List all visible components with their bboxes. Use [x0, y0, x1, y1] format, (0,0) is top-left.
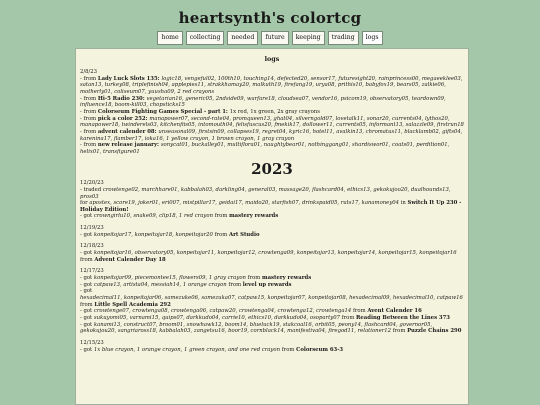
line-prefix: - got	[80, 308, 94, 315]
line-prefix: for	[80, 200, 90, 207]
card-list: hexadecimal11, konpeitojar06, samezuke06, samezuka07, catpaw15, konpeitojar07, konpeitojar08, hexadecimal09, hexadecimal10, catpaw16	[80, 295, 463, 302]
source-name: Puzzle Chains 290	[407, 328, 462, 335]
card-list: unseasonal09, firstsin09, collapses19, regret04, kyric16, hotel11, avalkin13, chromatus11, blacklamb02, gifts04, karenina17, flamber17, ioka16, 1 yellow crayon, 1 brown crayon, 1 gray crayon	[80, 128, 463, 142]
log-entry	[80, 69, 464, 156]
card-list: 1x blue crayon, 1 orange crayon, 1 green crayon, and one red crayon	[93, 346, 282, 353]
card-list: vegetarian16, generic05, 2ndside09, warfare18, cloudsea07, vendor16, psicom19, observatory05, teardown09, influence18, boom-kill03, chopsticks15	[80, 95, 446, 109]
log-entries	[76, 63, 468, 353]
line-connector: from	[214, 213, 230, 220]
source-name: advent calender 08:	[97, 128, 159, 135]
log-line	[80, 142, 464, 155]
entry-date: 12/19/23	[80, 225, 104, 232]
log-line	[80, 275, 464, 282]
log-entry	[80, 243, 464, 263]
line-connector: from	[228, 281, 243, 288]
source-name: Hi-5 Radio 230:	[97, 95, 147, 102]
line-connector: from	[80, 301, 95, 308]
log-line	[80, 213, 464, 220]
line-prefix: - from	[80, 95, 98, 102]
log-line	[80, 187, 464, 200]
log-line	[80, 250, 464, 263]
source-name: Little Spell Academia 292	[94, 301, 171, 308]
line-prefix: - got	[80, 346, 94, 353]
log-line	[80, 109, 464, 116]
line-connector: from	[281, 346, 297, 353]
log-line	[80, 288, 464, 295]
log-line	[80, 232, 464, 239]
log-line	[80, 116, 464, 129]
card-list: crowngirlu10, snake09, clip18, 1 red crayon	[93, 213, 215, 220]
nav-home[interactable]: home	[157, 31, 182, 45]
card-list: crowtenge02, marchhare01, kabbalah03, darkling04, general03, massage20, flashcard04, ethics13, gekokujoo20, dualhounds13, pros03	[80, 186, 451, 200]
card-list: kanami13, construct07, broom01, snowhawk12, boom14, blueluck19, stakcoal16, orbit05, peony14, flashcard04, governor05, gekokujou20, sangriaross18, kabbalah03, zangetsu16, boor19, cornblack14, manifestiva04, firegod11, relationer12	[80, 321, 433, 335]
card-list: konpeitojar16, observatory05, konpeitojar11, konpeitojar12, crowtenga09, konpeitojar13, konpeitojar14, konpeitojar15, konpeitojar16	[93, 250, 457, 257]
line-connector: from	[214, 231, 229, 238]
card-list: crowtenge07, crowtenga08, crowtenga06, catpaw20, crowtenga04, crowtenga12, crowtenga14	[93, 308, 353, 315]
year-heading: 2023	[251, 159, 293, 178]
card-list: apostex, score19, joker01, eri007, mistpillar17, geidai17, maido20, starfish07, drinkspaid05, ruts17, kanamoney04	[89, 200, 401, 207]
card-list: manapower07, second-rate04, promqueen13, ghat04, silverngold07, lovetalk11, sonar20, currents04, lythos20, manapower18, twinderels03, kitchenfiis05, intomouth04, felisfuscus20, fmekik17, dollower11, currents05, informant13, salazzle09, firstrun18	[80, 115, 464, 129]
line-connector: from	[80, 256, 95, 263]
line-connector: from	[247, 275, 262, 282]
entries-top	[80, 69, 464, 156]
log-line	[80, 322, 464, 335]
source-name: Switch It Up 230 - Holiday Edition!	[80, 200, 462, 213]
log-line	[80, 96, 464, 109]
source-name: Reading Between the Lines 373	[356, 315, 450, 321]
card-list: catpaw13, artista04, messiah14, 1 orange crayon	[93, 281, 229, 288]
site-title: heartsynth's colortcg	[178, 9, 362, 27]
source-name: Colorseum 63-3	[296, 346, 344, 353]
line-prefix: - got	[80, 281, 94, 288]
source-name: Colorseum Fighting Games Special - part 1:	[97, 108, 230, 115]
entry-date: 12/18/23	[80, 243, 104, 250]
log-entry	[80, 268, 464, 335]
line-prefix: - from	[80, 115, 98, 122]
source-name: level up rewards	[242, 281, 292, 288]
line-prefix: - got	[80, 213, 94, 220]
source-name: new release january:	[97, 142, 161, 149]
log-entry	[80, 180, 464, 220]
logs-panel	[75, 48, 469, 405]
card-list: sukuyomi05, varnami15, quips07, darkkudo04, carrie10, ethics10, darkkudo04, osoparty07	[93, 315, 342, 321]
line-connector: from	[392, 328, 408, 335]
line-prefix: - got	[80, 288, 93, 295]
entry-date: 2/8/23	[80, 69, 98, 75]
entry-date: 12/15/23	[80, 339, 104, 346]
source-name: Advent Calender Day 18	[94, 256, 166, 263]
source-name: Avent Calender 16	[367, 308, 422, 315]
log-line	[80, 76, 464, 96]
nav-trading[interactable]: trading	[328, 31, 359, 45]
entry-date: 12/20/23	[80, 180, 104, 187]
source-name: Art Studio	[228, 231, 260, 238]
source-name: mastery rewards	[229, 213, 279, 220]
entry-date: 12/17/23	[80, 268, 104, 275]
card-list: sonycat01, buckalley01, multiflora01, naughtybear01, nothinggang01, shardiswor01, coats01, perdition01, helix01, transfigure01	[80, 142, 450, 155]
card-list: logic18, vengeful02, 100th10, touching14, defected20, sensor17, futuresight20, rainprincess00, megaeeklee03, satan13, turkey08, triplefinish04, applepies11, strakkhamay20, malkuth19, firefang19, urya08, prithis10, babyfox19, bears05, zalkie06, motherly01, coliseum07, yuusha09, 2 red crayons	[80, 75, 463, 95]
line-prefix: - from	[80, 108, 98, 115]
log-line	[80, 315, 464, 322]
source-name: Lady Luck Slots 135:	[97, 75, 162, 82]
log-entry	[80, 225, 464, 238]
panel-title: logs	[264, 55, 280, 63]
log-line	[80, 308, 464, 315]
main-nav	[0, 31, 540, 45]
line-prefix: - got	[80, 315, 94, 321]
line-prefix: - from	[80, 142, 98, 149]
line-prefix: - got	[80, 321, 94, 328]
source-name: mastery rewards	[262, 275, 312, 282]
log-line	[80, 295, 464, 308]
entries-2023	[80, 180, 464, 353]
line-connector: from	[352, 308, 368, 315]
line-connector: from	[341, 315, 357, 321]
log-line	[80, 200, 464, 213]
line-prefix: - from	[80, 128, 98, 135]
line-prefix: - traded	[80, 186, 103, 193]
line-connector: in	[400, 200, 408, 207]
line-prefix: - got	[80, 275, 94, 282]
line-prefix: - got	[80, 231, 94, 238]
card-list: konpeitojar17, konpeitojar18, konpeitojar20	[93, 231, 215, 238]
nav-keeping[interactable]: keeping	[292, 31, 325, 45]
nav-collecting[interactable]: collecting	[186, 31, 225, 45]
card-list: 1x red, 1x green, 2x gray crayons	[229, 108, 320, 115]
source-name: pick a color 252:	[97, 115, 150, 122]
log-line	[80, 282, 464, 289]
card-list: konpeitojar09, piecemontee15, flowers09, 1 gray crayon	[93, 275, 248, 282]
log-entry	[80, 340, 464, 353]
line-prefix: - from	[80, 75, 98, 82]
line-prefix: - got	[80, 250, 94, 257]
nav-logs[interactable]: logs	[362, 31, 383, 45]
nav-future[interactable]: future	[261, 31, 288, 45]
log-line	[80, 129, 464, 142]
log-line	[80, 347, 464, 354]
nav-needed[interactable]: needed	[227, 31, 258, 45]
